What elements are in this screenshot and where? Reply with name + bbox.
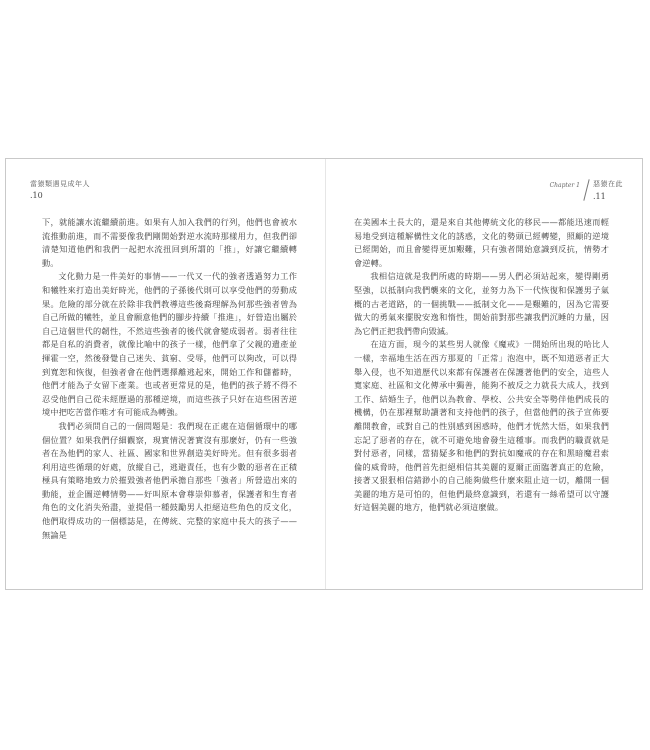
page-number: .10 [30, 191, 43, 200]
body-text [42, 216, 297, 542]
body-text [354, 216, 609, 515]
left-page [6, 159, 325, 589]
chapter-label: Chapter 1 [549, 182, 580, 189]
paragraph: 我相信這就是我們所處的時期——男人們必須站起來，變得剛勇堅強，以抵制向我們襲來的文化，並努力為下一代恢復和保護男子氣概的古老道路，的一個挑戰——抵制文化——是艱難的，因為它需要做大的勇氣來擺脫安逸和惰性，開始前對那些讓我們沉睡的力量，因為它們正把我們帶向毀滅。 [354, 271, 609, 336]
running-head: 當猿類遇見成年人 [30, 180, 90, 188]
page-number: .11 [593, 192, 606, 201]
paragraph: 在美國本土長大的，還是來自其他傳統文化的移民——都能迅速而輕易地受到這種解構性文化的誘惑，文化的勢頭已經轉變，照顧的逆境已經開始，而且會變得更加艱難，只有強者開始意識到反抗，情勢才會逆轉。 [354, 217, 609, 268]
paragraph: 下，就能讓水流繼續前進。如果有人加入我們的行列，他們也會被水流推動前進，而不需要像我們剛開始對逆水流時那樣用力，但我們卻清楚知道他們和我們一起把水流扭回到所謂的「推」，好讓它繼續轉動。 [42, 217, 297, 268]
chapter-title-stack [593, 179, 623, 201]
book-spread [5, 158, 643, 590]
right-page [326, 159, 645, 589]
chapter-slash-divider [583, 179, 589, 201]
section-title: 惡猿在此 [593, 180, 623, 188]
paragraph: 在這方面，現今的某些男人就像《魔戒》一開始所出現的哈比人一樣，幸福地生活在西方那夏的「正常」泡泡中，既不知道惡者正大舉入侵，也不知道歷代以來都有保護者在保護著他們的安全，這些人寬家庭、社區和文化傳承中獨善，能夠不被反之力就長大成人，找到工作、結婚生子，他們以為教會、學校、公共安全等勢伴他們成長的機構，仍在那裡幫助讀著和支持他們的孩子，但當他們的孩子宣佈要離開教會，或對自己的性別感到困惑時，他們才恍然大悟，如果我們忘記了惡者的存在，就不可避免地會發生這種事。而我們的職責就是對付惡者，同樣，當猜疑多和他們的對抗如魔戒的存在和黑暗魔君索倫的威脅時，他們首先拒絕相信其美麗的夏爾正面臨著真正的危險，接著又狠狠相信錯渺小的自己能夠做些什麼來阻止這一切，離開一個美麗的地方是可怕的，但他們最終意識到，若還有一絲希望可以守護好這個美麗的地方，他們就必須這麼做。 [354, 339, 609, 513]
chapter-header [550, 179, 623, 201]
paragraph: 我們必須問自己的一個問題是：我們現在正處在這個循環中的哪個位置？如果我們仔細觀察，現實情況著實沒有那麼好，仍有一些強者在為他們的家人、社區、國家和世界創造美好時光。但有很多弱者利用這些循環的好處，放縱自己，逃避責任，也有少數的惡者在正積極具有策略地致力於摧毀強者他們承擔自那些「強者」所營造出來的動能，並企圖逆轉情勢——好叫原本會尊崇仰慕者，保護者和生育者角色的文化消失殆盡，並提倡一種鼓勵男人拒絕這些角色的反文化，他們取得成功的一個標誌是，在傳統、完整的家庭中長大的孩子——無論是 [42, 420, 297, 540]
paragraph: 文化動力是一件美好的事情——一代又一代的強者透過努力工作和犧牲來打造出美好時光，他們的子孫後代則可以享受他們的勞動成果。危險的部分就在於除非我們教導這些後裔理解為何那些強者曾為自己所做的犧牲，並且會願意他們的腳步持續「推進」，好營造出屬於自己這個世代的韌性，不然這些強者的後代就會變成弱者。弱者往往都是自私的消費者，就像比喻中的孩子一樣，他們拿了父親的遺產並揮霍一空，然後發覺自己迷失、貧窮、受辱，他們可以夠改，可以得到寬恕和恢復，但強者會在他們選擇離逃起來，開始工作和儲蓄時，他們才能為子女留下產業。也或者更常見的是，他們的孩子將不得不忍受他們自己從未經歷過的那種逆境，而這些孩子只好在這些困苦逆境中把吃苦當作唯才有可能成為轉強。 [42, 271, 297, 418]
